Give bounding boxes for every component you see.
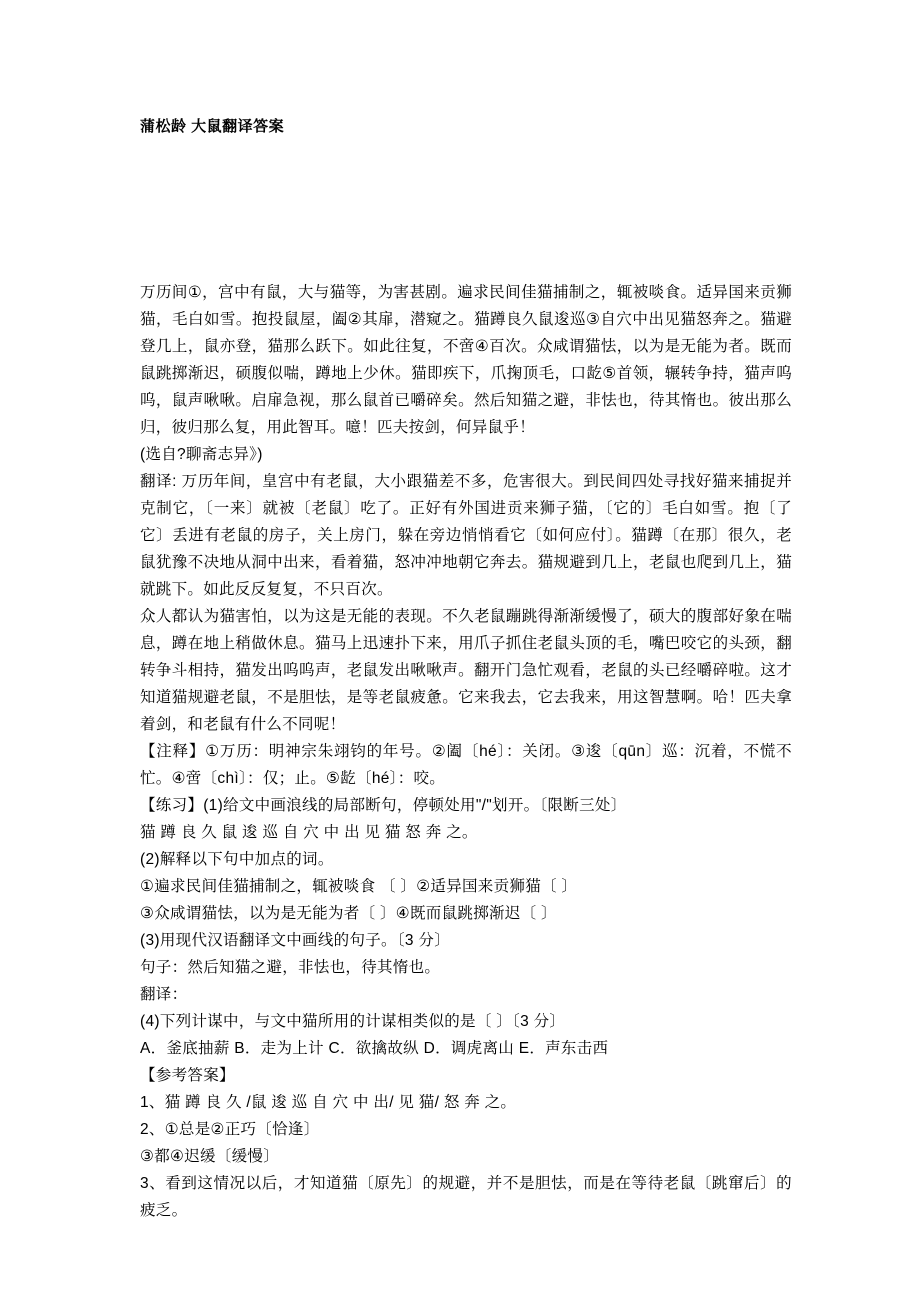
paragraph-exercise-q2: (2)解释以下句中加点的词。 (140, 851, 334, 868)
page-title: 蒲松龄 大鼠翻译答案 (140, 118, 285, 135)
paragraph-translation-1: 翻译: 万历年间，皇宫中有老鼠，大小跟猫差不多，危害很大。到民间四处寻找好猫来捕捉并克制它，〔一来〕就被〔老鼠〕吃了。正好有外国进贡来狮子猫，〔它的〕毛白如雪。抱〔了它〕丢进有老鼠的房子，关上房门，躲在旁边悄悄看它〔如何应付〕。猫蹲〔在那〕很久，老鼠犹豫不决地从洞中出来，看着猫，怒冲冲地朝它奔去。猫规避到几上，老鼠也爬到几上，猫就跳下。如此反反复复，不只百次。 (140, 473, 792, 598)
paragraph-answer-1: 1、猫 蹲 良 久 /鼠 逡 巡 自 穴 中 出/ 见 猫/ 怒 奔 之。 (140, 1094, 517, 1111)
paragraph-answer-2a: 2、①总是②正巧〔恰逢〕 (140, 1121, 320, 1138)
paragraph-annotations: 【注释】①万历：明神宗朱翊钧的年号。②阖〔hé〕：关闭。③逡〔qūn〕巡：沉着，不慌不忙。④啻〔chì〕：仅；止。⑤龁〔hé〕：咬。 (140, 743, 792, 787)
paragraph-exercise-q4: (4)下列计谋中，与文中猫所用的计谋相类似的是〔 〕〔3 分〕 (140, 1013, 566, 1030)
paragraph-answer-3: 3、看到这情况以后，才知道猫〔原先〕的规避，并不是胆怯，而是在等待老鼠〔跳窜后〕的疲乏。 (140, 1175, 792, 1219)
paragraph-exercise-q3: (3)用现代汉语翻译文中画线的句子。〔3 分〕 (140, 932, 451, 949)
paragraph-answers-heading: 【参考答案】 (140, 1067, 235, 1084)
paragraph-exercise-q2-items-3-4: ③众咸谓猫怯，以为是无能为者〔 〕④既而鼠跳掷渐迟〔 〕 (140, 905, 557, 922)
paragraph-exercise-q1-sentence: 猫 蹲 良 久 鼠 逡 巡 自 穴 中 出 见 猫 怒 奔 之。 (140, 824, 478, 841)
paragraph-answer-2b: ③都④迟缓〔缓慢〕 (140, 1148, 279, 1165)
paragraph-exercise-q4-options: A．釜底抽薪 B．走为上计 C．欲擒故纵 D．调虎离山 E．声东击西 (140, 1040, 609, 1057)
paragraph-exercise-q3-sentence: 句子：然后知猫之避，非怯也，待其惰也。 (140, 959, 441, 976)
paragraph-exercise-q3-translation-blank: 翻译： (140, 986, 188, 1003)
paragraph-translation-2: 众人都认为猫害怕，以为这是无能的表现。不久老鼠蹦跳得渐渐缓慢了，硕大的腹部好象在喘息，蹲在地上稍做休息。猫马上迅速扑下来，用爪子抓住老鼠头顶的毛，嘴巴咬它的头颈，翻转争斗相持，猫发出呜呜声，老鼠发出啾啾声。翻开门急忙观看，老鼠的头已经嚼碎啦。这才知道猫规避老鼠，不是胆怯，是等老鼠疲惫。它来我去，它去我来，用这智慧啊。哈！匹夫拿着剑，和老鼠有什么不同呢！ (140, 608, 792, 733)
paragraph-exercise-q1: 【练习】(1)给文中画浪线的局部断句，停顿处用"/"划开。〔限断三处〕 (140, 797, 627, 814)
paragraph-original-text: 万历间①，宫中有鼠，大与猫等，为害甚剧。遍求民间佳猫捕制之，辄被啖食。适异国来贡狮猫，毛白如雪。抱投鼠屋，阖②其扉，潜窥之。猫蹲良久鼠逡巡③自穴中出见猫怒奔之。猫避登几上，鼠亦登，猫那么跃下。如此往复，不啻④百次。众咸谓猫怯，以为是无能为者。既而鼠跳掷渐迟，硕腹似喘，蹲地上少休。猫即疾下，爪掬顶毛，口龁⑤首领，辗转争持，猫声呜呜，鼠声啾啾。启扉急视，那么鼠首已嚼碎矣。然后知猫之避，非怯也，待其惰也。彼出那么归，彼归那么复，用此智耳。噫！匹夫按剑，何异鼠乎！ (140, 284, 792, 436)
paragraph-exercise-q2-items-1-2: ①遍求民间佳猫捕制之，辄被啖食 〔 〕②适异国来贡狮猫〔 〕 (140, 878, 578, 895)
paragraph-source: (选自?聊斋志异》) (140, 446, 263, 463)
